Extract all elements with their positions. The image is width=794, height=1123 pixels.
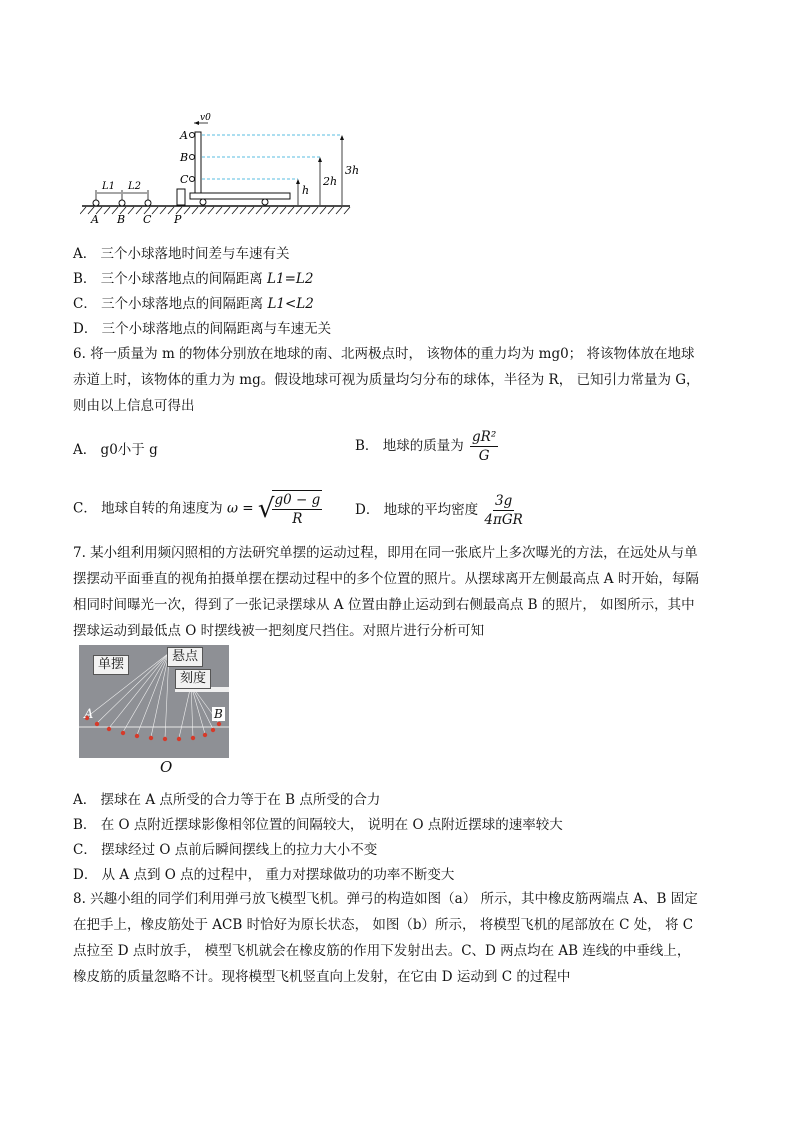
stem-line: 8. 兴趣小组的同学们利用弹弓放飞模型飞机。弹弓的构造如图（a） 所示，其中橡皮筋两端点 A、B 固定 — [73, 891, 698, 907]
photo-label-B: B — [214, 707, 223, 721]
q7-option-c — [73, 840, 377, 860]
tag-ruler: 刻度 — [175, 669, 211, 689]
option-text: 地球的质量为 — [382, 438, 464, 454]
denominator: G — [478, 448, 490, 464]
sqrt-sign: √ — [257, 494, 275, 524]
option-math: ω = — [226, 500, 254, 517]
fraction — [470, 428, 498, 465]
tag-pendulum: 单摆 — [93, 655, 129, 675]
option-text: 三个小球落地点的间隔距离 — [101, 296, 268, 312]
photo-label-O: O — [160, 758, 173, 776]
option-letter: D． — [355, 502, 380, 518]
cart-pole — [195, 132, 201, 193]
q5-option-c — [73, 294, 314, 314]
option-text: 地球的平均密度 — [383, 502, 479, 518]
stem-line: 相同时间曝光一次，得到了一张记录摆球从 A 位置由静止运动到右侧最高点 B 的照片， 如图所示，其中 — [73, 597, 695, 613]
q7-option-d — [73, 865, 454, 885]
label-h: h — [302, 184, 310, 197]
ball-C-ground — [145, 200, 151, 206]
option-letter: D． — [73, 321, 98, 337]
stem-line: 点拉至 D 点时放手， 模型飞机就会在橡皮筋的作用下发射出去。C、D 两点均在 AB 连线的中垂线上， — [73, 943, 691, 959]
label-v0: v0 — [200, 113, 211, 123]
option-text: 摆球经过 O 点前后瞬间摆线上的拉力大小不变 — [101, 842, 378, 858]
option-text: g0小于 g — [100, 442, 158, 458]
numerator: gR² — [472, 429, 497, 445]
option-letter: B． — [73, 817, 97, 833]
option-letter: C． — [73, 842, 97, 858]
q5-option-b — [73, 269, 313, 289]
q6-option-b — [355, 428, 498, 465]
cart-body — [190, 193, 290, 199]
label-ground-B: B — [117, 213, 126, 226]
stem-line: 在把手上，橡皮筋处于 ACB 时恰好为原长状态， 如图（b）所示， 将模型飞机的尾部放在 C 处， 将 C — [73, 917, 694, 933]
numerator: 3g — [495, 493, 513, 509]
stem-line: 橡皮筋的质量忽略不计。现将模型飞机竖直向上发射，在它由 D 运动到 C 的过程中 — [73, 969, 571, 985]
option-math: L1=L2 — [267, 271, 314, 287]
label-ground-C: C — [143, 213, 152, 226]
label-P: P — [174, 213, 182, 226]
fraction — [484, 492, 522, 529]
numerator: g0 − g — [274, 492, 321, 508]
label-L2: L2 — [128, 181, 142, 192]
label-3h: 3h — [345, 164, 360, 177]
q7-option-a — [73, 790, 380, 810]
option-text: 从 A 点到 O 点的过程中， 重力对摆球做功的功率不断变大 — [101, 867, 455, 883]
q6-option-d — [355, 492, 523, 529]
label-ground-A: A — [91, 213, 99, 226]
option-text: 三个小球落地点的间隔距离与车速无关 — [101, 321, 332, 337]
label-pole-B: B — [180, 151, 189, 164]
option-letter: D． — [73, 867, 98, 883]
q5-option-d — [73, 319, 331, 339]
option-math: L1<L2 — [267, 296, 314, 312]
option-letter: B． — [355, 438, 379, 454]
option-text: 三个小球落地点的间隔距离 — [100, 271, 268, 287]
stem-line: 摆摆动平面垂直的视角拍摄单摆在摆动过程中的多个位置的照片。从摆球离开左侧最高点 A 时开始，每隔 — [73, 571, 699, 587]
option-text: 地球自转的角速度为 — [101, 500, 223, 517]
option-text: 在 O 点附近摆球影像相邻位置的间隔较大， 说明在 O 点附近摆球的速率较大 — [100, 817, 563, 833]
stem-line: 摆球运动到最低点 O 时摆线被一把刻度尺挡住。对照片进行分析可知 — [73, 623, 485, 639]
pendulum-photo — [79, 645, 229, 758]
q6-stem — [73, 341, 723, 419]
stem-line: 6. 将一质量为 m 的物体分别放在地球的南、北两极点时， 该物体的重力均为 mg0； 将该物体放在地球 — [73, 346, 695, 362]
q7-stem — [73, 540, 723, 644]
option-letter: A． — [73, 792, 97, 808]
denominator: R — [292, 511, 303, 527]
fraction — [272, 490, 322, 528]
q6-option-a — [73, 440, 158, 460]
option-letter: A． — [73, 246, 97, 262]
option-letter: B． — [73, 271, 97, 287]
stem-line: 则由以上信息可得出 — [73, 398, 195, 414]
q7-option-b — [73, 815, 563, 835]
block-P — [177, 189, 185, 205]
stem-line: 赤道上时，该物体的重力为 mg。假设地球可视为质量均匀分布的球体，半径为 R， 已知引力常量为 G， — [73, 372, 700, 388]
label-pole-C: C — [180, 173, 189, 186]
denominator: 4πGR — [484, 512, 523, 528]
label-pole-A: A — [180, 129, 188, 142]
stem-line: 7. 某小组利用频闪照相的方法研究单摆的运动过程，即用在同一张底片上多次曝光的方法，在远处从与单 — [73, 545, 698, 561]
option-text: 摆球在 A 点所受的合力等于在 B 点所受的合力 — [100, 792, 381, 808]
option-letter: C． — [73, 296, 97, 312]
q5-option-a — [73, 244, 290, 264]
q8-stem — [73, 886, 723, 990]
q6-option-c — [73, 490, 322, 528]
label-L1: L1 — [102, 181, 116, 192]
ball-A-ground — [93, 200, 99, 206]
q5-cart-diagram — [80, 110, 365, 228]
label-2h: 2h — [323, 175, 338, 188]
photo-label-A: A — [84, 707, 94, 722]
option-letter: C． — [73, 500, 97, 517]
ball-B-ground — [119, 200, 125, 206]
option-letter: A． — [73, 442, 97, 458]
tag-pivot: 悬点 — [167, 647, 203, 667]
option-text: 三个小球落地时间差与车速有关 — [100, 246, 290, 262]
